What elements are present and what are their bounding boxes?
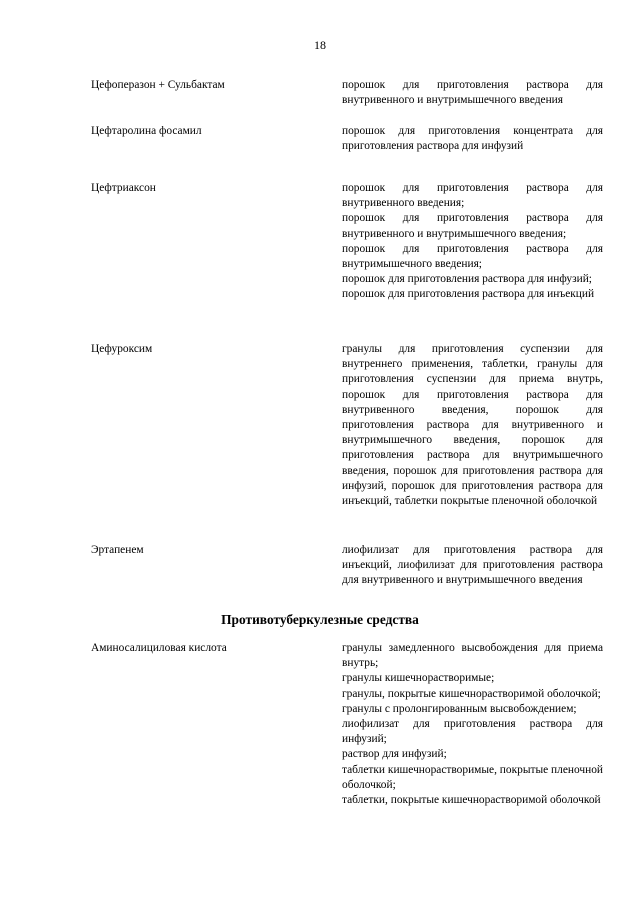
drug-name: Цефтриаксон (91, 182, 156, 194)
dosage-form: порошок для приготовления раствора для внутривенного введения; (342, 182, 603, 210)
dosage-form: лиофилизат для приготовления раствора для инъекций, лиофилизат для приготовления раствора для внутривенного и внутримышечного введения (342, 544, 603, 587)
section-heading: Противотуберкулезные средства (221, 612, 419, 627)
dosage-form: порошок для приготовления раствора для инфузий; (342, 273, 592, 286)
dosage-form: таблетки, покрытые кишечнорастворимой оболочкой (342, 794, 601, 807)
dosage-form: гранулы с пролонгированным высвобождением; (342, 702, 577, 715)
dosage-form: гранулы кишечнорастворимые; (342, 672, 495, 685)
drug-name: Цефуроксим (91, 343, 153, 355)
drug-name: Эртапенем (91, 544, 144, 556)
drug-name: Аминосалициловая кислота (91, 642, 227, 654)
dosage-forms (342, 124, 603, 154)
dosage-forms (342, 181, 603, 303)
dosage-forms (342, 342, 603, 509)
drug-name: Цефоперазон + Сульбактам (91, 79, 225, 91)
dosage-form: лиофилизат для приготовления раствора для инфузий; (342, 718, 603, 746)
dosage-form: таблетки кишечнорастворимые, покрытые пленочной оболочкой; (342, 763, 603, 791)
dosage-form: гранулы, покрытые кишечнорастворимой оболочкой; (342, 687, 601, 700)
page-number: 18 (314, 38, 326, 52)
dosage-forms (342, 78, 603, 108)
dosage-forms (342, 641, 603, 808)
drug-name: Цефтаролина фосамил (91, 125, 202, 137)
dosage-form: гранулы замедленного высвобождения для приема внутрь; (342, 642, 603, 670)
dosage-form: порошок для приготовления раствора для внутривенного и внутримышечного введения (342, 79, 603, 107)
dosage-form: порошок для приготовления раствора для инъекций (342, 288, 595, 301)
dosage-form: раствор для инфузий; (342, 748, 447, 761)
dosage-form: порошок для приготовления раствора для внутримышечного введения; (342, 242, 603, 271)
dosage-forms (342, 543, 603, 589)
dosage-form: порошок для приготовления концентрата для приготовления раствора для инфузий (342, 125, 603, 153)
dosage-form: порошок для приготовления раствора для внутривенного и внутримышечного введения; (342, 212, 603, 240)
dosage-form: гранулы для приготовления суспензии для внутреннего применения, таблетки, гранулы для приготовления суспензии для приема внутрь, порошок для приготовления раствора для внутривенного введения, порошок для приготовления раствора для внутривенного и внутримышечного введения, порошок для приготовления раствора для внутримышечного введения, порошок для приготовления раствора для инфузий, порошок для приготовления раствора для инъекций, таблетки покрытые пленочной оболочкой (342, 343, 603, 508)
